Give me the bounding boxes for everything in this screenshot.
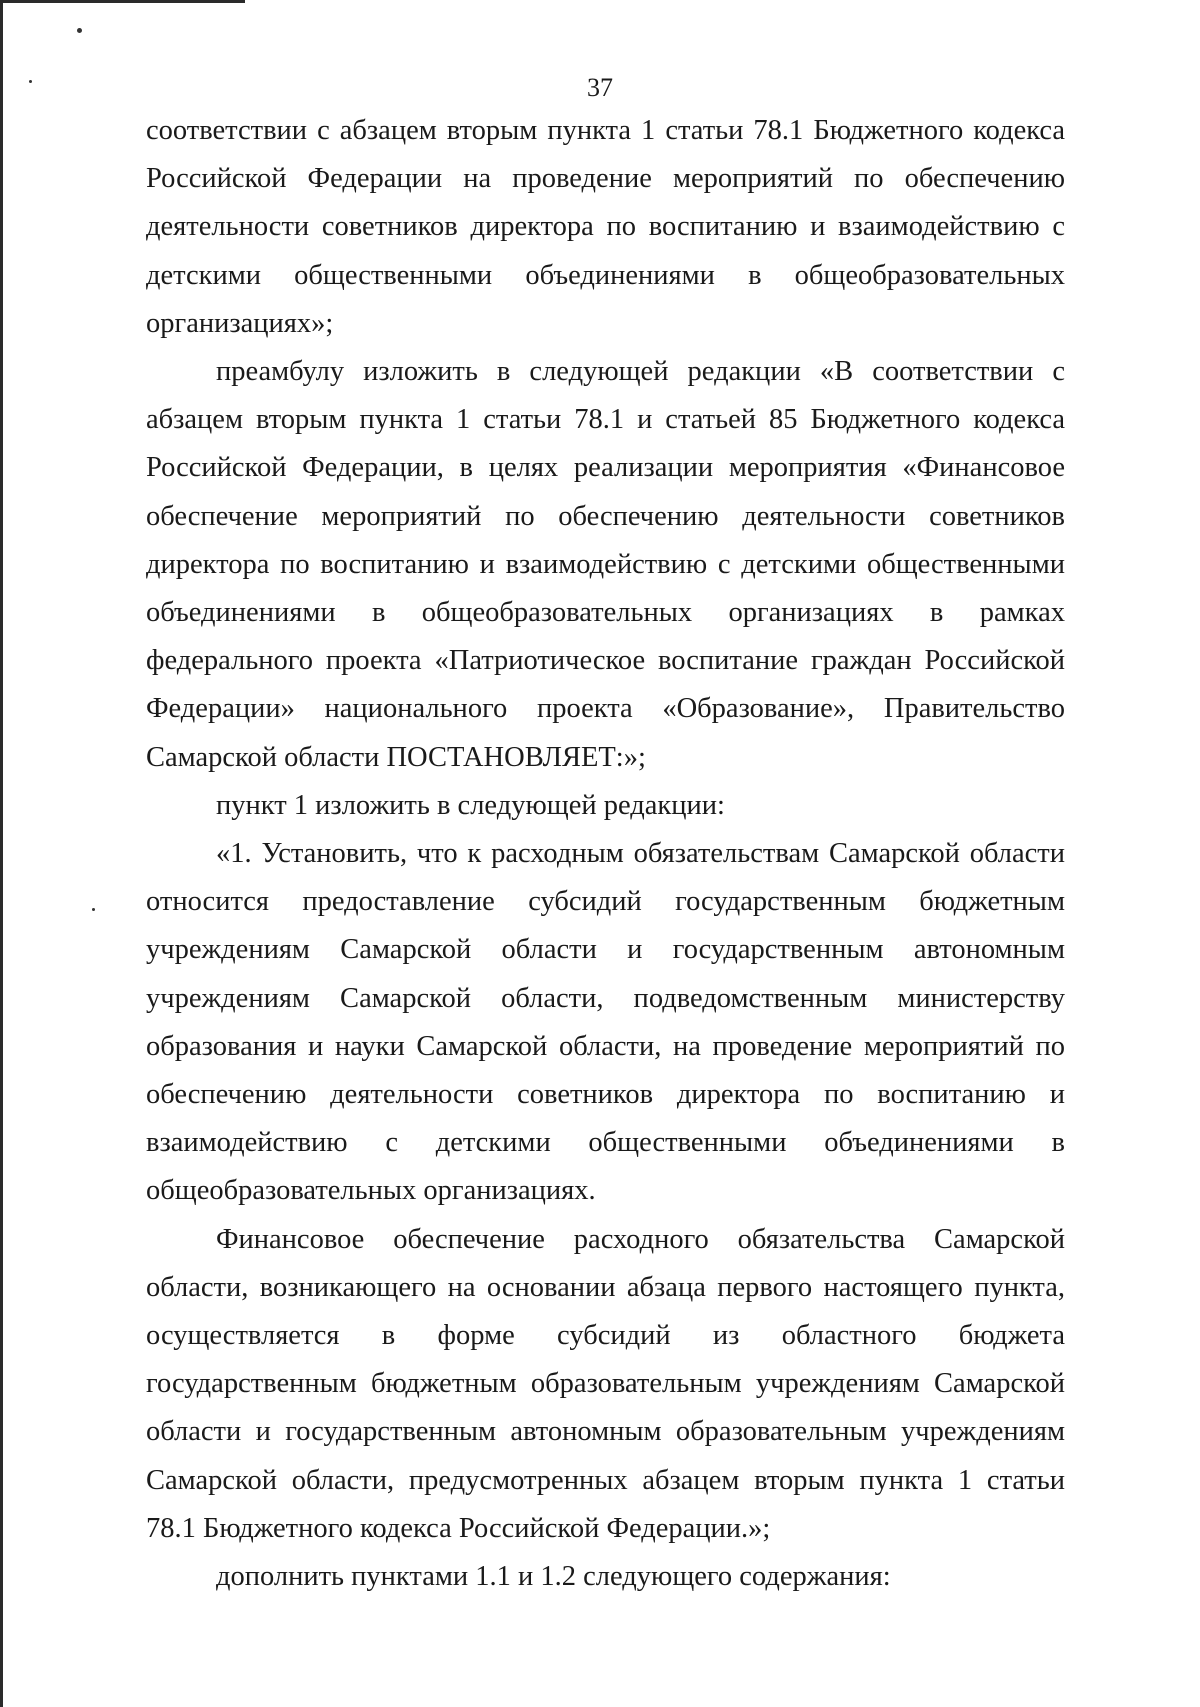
page-number: 37 xyxy=(587,73,613,102)
scan-edge-top xyxy=(0,0,245,3)
paragraph-preamble: преамбулу изложить в следующей редакции «В соответствии с абзацем вторым пункта 1 статьи 78.1 и статьей 85 Бюджетного кодекса Российской Федерации, в целях реализации мероприятия «Финансовое обеспечение мероприятий по обеспечению деятельности советников директора по воспитанию и взаимодействию с детскими общественными объединениями в общеобразовательных организациях в рамках федерального проекта «Патриотическое воспитание граждан Российской Федерации» национального проекта «Образование», Правительство Самарской области ПОСТАНОВЛЯЕТ:»; xyxy=(146,356,1065,773)
paragraph-point-1-intro: пункт 1 изложить в следующей редакции: xyxy=(216,789,725,821)
paragraph-financing: Финансовое обеспечение расходного обязательства Самарской области, возникающего на основании абзаца первого настоящего пункта, осуществляется в форме субсидий из областного бюджета государственным бюджетным образовательным учреждениям Самарской области и государственным автономным образовательным учреждениям Самарской области, предусмотренных абзацем вторым пункта 1 статьи 78.1 Бюджетного кодекса Российской Федерации.»; xyxy=(146,1223,1065,1544)
scan-edge-left xyxy=(0,0,3,1707)
paragraph-continuation: соответствии с абзацем вторым пункта 1 статьи 78.1 Бюджетного кодекса Российской Федерации на проведение мероприятий по обеспечению деятельности советников директора по воспитанию и взаимодействию с детскими общественными объединениями в общеобразовательных организациях»; xyxy=(146,115,1065,339)
scan-speck xyxy=(77,28,82,33)
document-body xyxy=(146,107,1065,1601)
scan-speck xyxy=(92,908,95,911)
paragraph-point-1-text: «1. Установить, что к расходным обязательствам Самарской области относится предоставление субсидий государственным бюджетным учреждениям Самарской области и государственным автономным учреждениям Самарской области, подведомственным министерству образования и науки Самарской области, на проведение мероприятий по обеспечению деятельности советников директора по воспитанию и взаимодействию с детскими общественными объединениями в общеобразовательных организациях. xyxy=(146,838,1065,1207)
paragraph-supplement: дополнить пунктами 1.1 и 1.2 следующего содержания: xyxy=(216,1561,891,1593)
